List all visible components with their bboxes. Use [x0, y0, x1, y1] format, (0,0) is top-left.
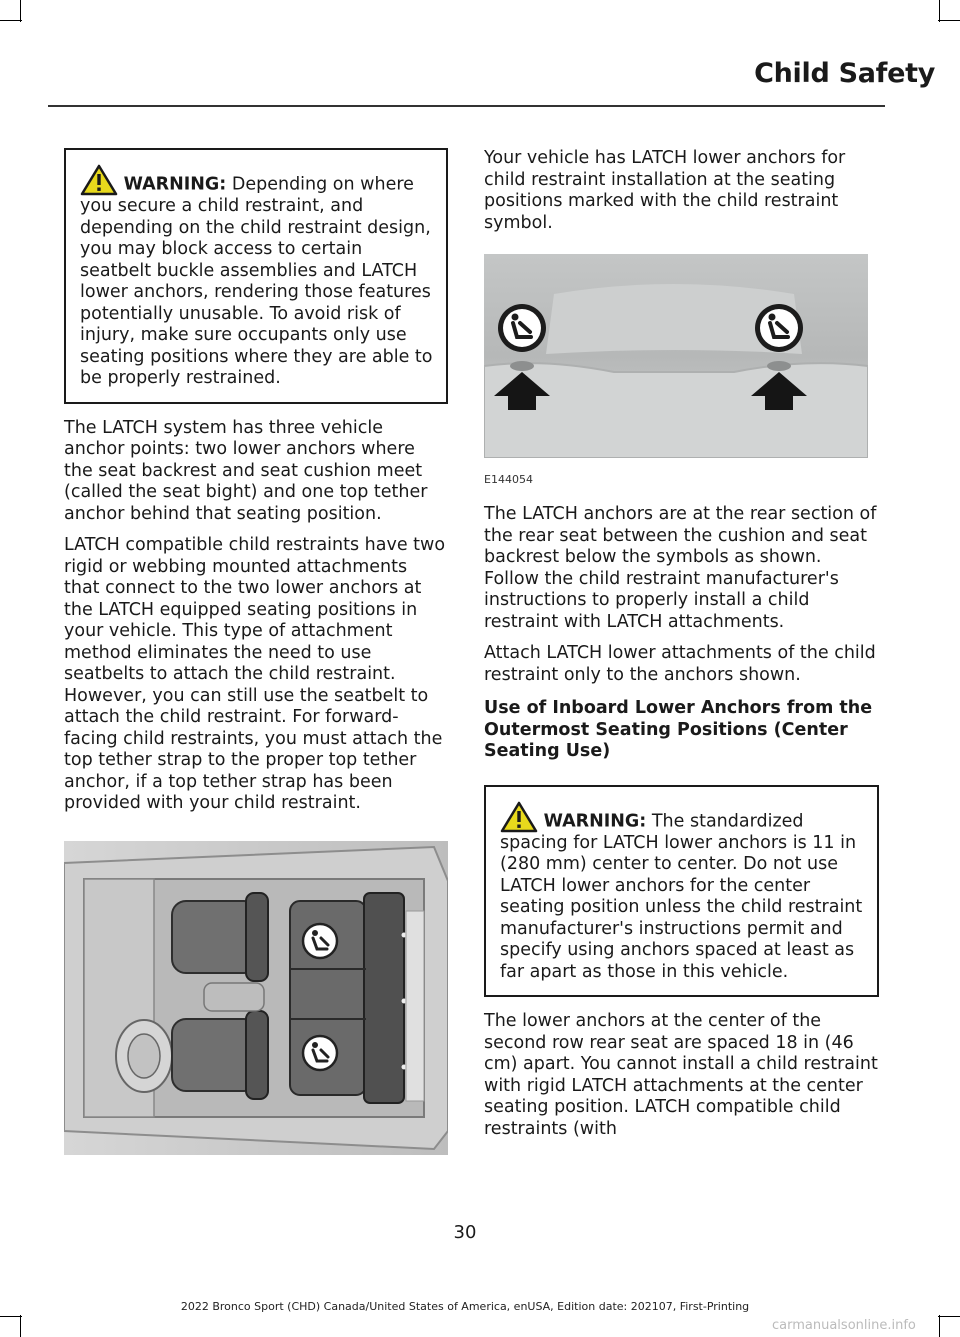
- crop-mark: [938, 1316, 960, 1317]
- footer-edition: 2022 Bronco Sport (CHD) Canada/United States of America, enUSA, Edition date: 202107, First-Printing: [180, 1300, 750, 1313]
- child-restraint-icon: [755, 304, 803, 352]
- crop-mark: [939, 0, 940, 22]
- vehicle-overhead-figure: [64, 841, 448, 1162]
- figure-id: E144054: [484, 472, 533, 486]
- page-number: 30: [453, 1222, 477, 1243]
- paragraph: LATCH compatible child restraints have two rigid or webbing mounted attachments that connect to the two lower anchors at the LATCH equipped seating positions in your vehicle. This type of attachment method eliminates the need to use seatbelts to attach the child restraint. However, you can still use the seatbelt to attach the child restraint. For forward-facing child restraints, you must attach the top tether strap to the proper top tether anchor, if a top tether strap has been provided with your child restraint.: [64, 535, 446, 813]
- section-heading: Use of Inboard Lower Anchors from the Outermost Seating Positions (Center Seating Use): [484, 698, 873, 761]
- header-divider: [48, 105, 885, 107]
- paragraph: The lower anchors at the center of the second row rear seat are spaced 18 in (46 cm) apart. You cannot install a child restraint with rigid LATCH attachments at the center seating position. LATCH compatible child restraints (with: [484, 1011, 878, 1139]
- warning-label: WARNING:: [543, 811, 647, 831]
- latch-anchor-illustration: [484, 254, 868, 458]
- crop-mark: [939, 1315, 940, 1337]
- page-title: Child Safety: [754, 58, 935, 89]
- crop-mark: [20, 1315, 21, 1337]
- warning-triangle-icon: [80, 164, 118, 196]
- crop-mark: [20, 0, 21, 22]
- paragraph: The LATCH system has three vehicle anchor points: two lower anchors where the seat backrest and seat cushion meet (called the seat bight) and one top tether anchor behind that seating position.: [64, 417, 428, 524]
- crop-mark: [938, 20, 960, 21]
- child-restraint-icon: [498, 304, 546, 352]
- warning-box: [484, 785, 879, 998]
- crop-mark: [0, 1316, 22, 1317]
- warning-text: Depending on where you secure a child restraint, and depending on the child restraint design, you may block access to certain seatbelt buckle assemblies and LATCH lower anchors, rendering those features potentially unusable. To avoid risk of injury, make sure occupants only use seating positions where they are able to be properly restrained.: [80, 174, 433, 388]
- paragraph: Attach LATCH lower attachments of the child restraint only to the anchors shown.: [484, 643, 876, 685]
- vehicle-overhead-illustration: [64, 841, 448, 1155]
- left-column: [64, 148, 448, 1175]
- warning-text: The standardized spacing for LATCH lower anchors is 11 in (280 mm) center to center. Do not use LATCH lower anchors for the center seating position unless the child restraint manufacturer's instructions permit and specify using anchors spaced at least as far apart as those in this vehicle.: [500, 811, 863, 982]
- paragraph: The LATCH anchors are at the rear section of the rear seat between the cushion and seat backrest below the symbols as shown. Follow the child restraint manufacturer's instructions to properly install a child restraint with LATCH attachments.: [484, 504, 877, 632]
- watermark: carmanualsonline.info: [772, 1318, 916, 1333]
- warning-triangle-icon: [500, 801, 538, 833]
- crop-mark: [0, 20, 22, 21]
- warning-box: [64, 148, 448, 404]
- child-restraint-icon: [303, 924, 337, 958]
- warning-label: WARNING:: [123, 174, 227, 195]
- child-restraint-icon: [303, 1036, 337, 1070]
- paragraph: Your vehicle has LATCH lower anchors for child restraint installation at the seating positions marked with the child restraint symbol.: [484, 148, 846, 233]
- right-column: [484, 148, 879, 1150]
- latch-anchor-figure: [484, 254, 879, 490]
